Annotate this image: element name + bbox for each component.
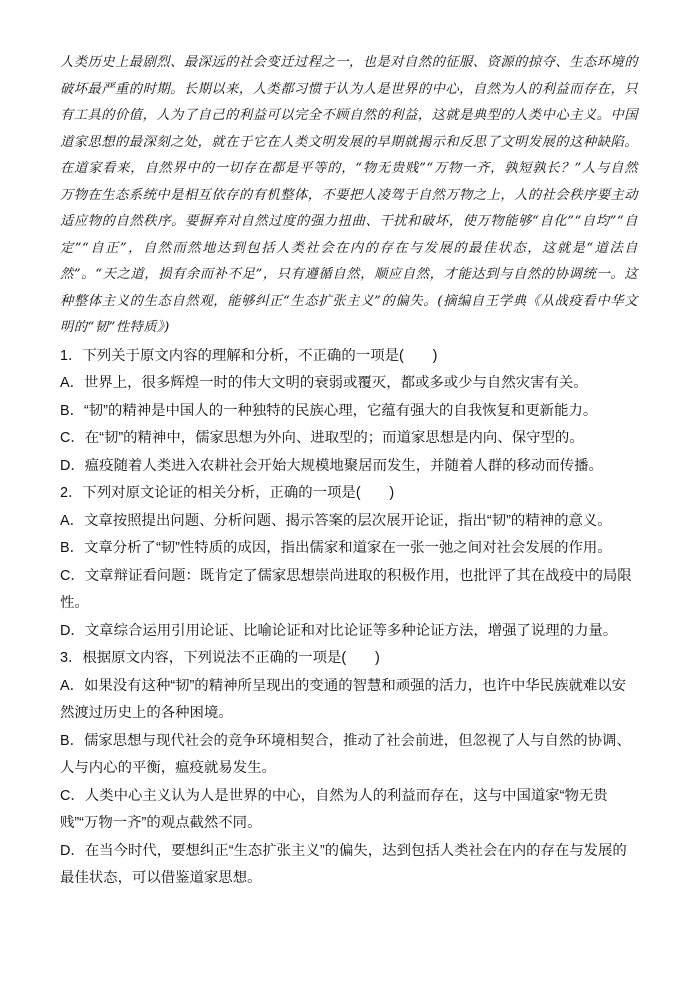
question-stem: 2．下列对原文论证的相关分析，正确的一项是( ) — [60, 485, 395, 501]
question-1 — [60, 343, 638, 481]
option-b: B．文章分析了“韧”性特质的成因，指出儒家和道家在一张一弛之间对社会发展的作用。 — [60, 540, 612, 556]
option-d: D．文章综合运用引用论证、比喻论证和对比论证等多种论证方法，增强了说理的力量。 — [60, 622, 618, 639]
option-a: A．文章按照提出问题、分析问题、揭示答案的层次展开论证，指出“韧”的精神的意义。 — [60, 512, 612, 529]
option-d: D．瘟疫随着人类进入农耕社会开始大规模地聚居而发生，并随着人群的移动而传播。 — [60, 457, 603, 474]
option-d: D．在当今时代，要想纠正“生态扩张主义”的偏失，达到包括人类社会在内的存在与发展的最佳状态，可以借鉴道家思想。 — [60, 842, 627, 886]
option-c: C．在“韧”的精神中，儒家思想为外向、进取型的；而道家思想是内向、保守型的。 — [60, 430, 584, 446]
option-c: C．人类中心主义认为人是世界的中心，自然为人的利益而存在，这与中国道家“物无贵贱”“万物一齐”的观点截然不同。 — [60, 787, 608, 831]
option-a: A．如果没有这种“韧”的精神所呈现出的变通的智慧和顽强的活力，也许中华民族就难以安然渡过历史上的各种困境。 — [60, 677, 627, 721]
question-stem: 3．根据原文内容，下列说法不正确的一项是( ) — [60, 650, 380, 666]
option-b: B．“韧”的精神是中国人的一种独特的民族心理，它蕴有强大的自我恢复和更新能力。 — [60, 402, 598, 419]
passage-text: 人类历史上最剧烈、最深远的社会变迁过程之一，也是对自然的征服、资源的掠夺、生态环境的破坏最严重的时期。长期以来，人类都习惯于认为人是世界的中心，自然为人的利益而存在，只有工具的价值，人为了自己的利益可以完全不顾自然的利益，这就是典型的人类中心主义。中国道家思想的最深刻之处，就在于它在人类文明发展的早期就揭示和反思了文明发展的这种缺陷。在道家看来，自然界中的一切存在都是平等的，“物无贵贱”“万物一齐，孰短孰长？”人与自然万物在生态系统中是相互依存的有机整体，不要把人凌驾于自然万物之上，人的社会秩序要主动适应物的自然秩序。要摒弃对自然过度的强力扭曲、干扰和破坏，使万物能够“自化”“自均”“自定”“自正”，自然而然地达到包括人类社会在内的存在与发展的最佳状态，这就是“道法自然”。“天之道，损有余而补不足”，只有遵循自然，顺应自然，才能达到与自然的协调统一。这种整体主义的生态自然观，能够纠正“生态扩张主义”的偏失。(摘编自王学典《从战疫看中华文明的“韧”性特质》) — [60, 55, 638, 335]
question-2 — [60, 480, 638, 645]
option-b: B．儒家思想与现代社会的竞争环境相契合，推动了社会前进，但忽视了人与自然的协调、人与内心的平衡，瘟疫就易发生。 — [60, 732, 631, 776]
question-stem: 1．下列关于原文内容的理解和分析，不正确的一项是( ) — [60, 347, 438, 364]
document-page — [60, 50, 638, 893]
option-a: A．世界上，很多辉煌一时的伟大文明的衰弱或覆灭，都或多或少与自然灾害有关。 — [60, 375, 588, 391]
option-c: C．文章辩证看问题：既肯定了儒家思想崇尚进取的积极作用，也批评了其在战疫中的局限性。 — [60, 567, 632, 611]
question-3 — [60, 645, 638, 893]
